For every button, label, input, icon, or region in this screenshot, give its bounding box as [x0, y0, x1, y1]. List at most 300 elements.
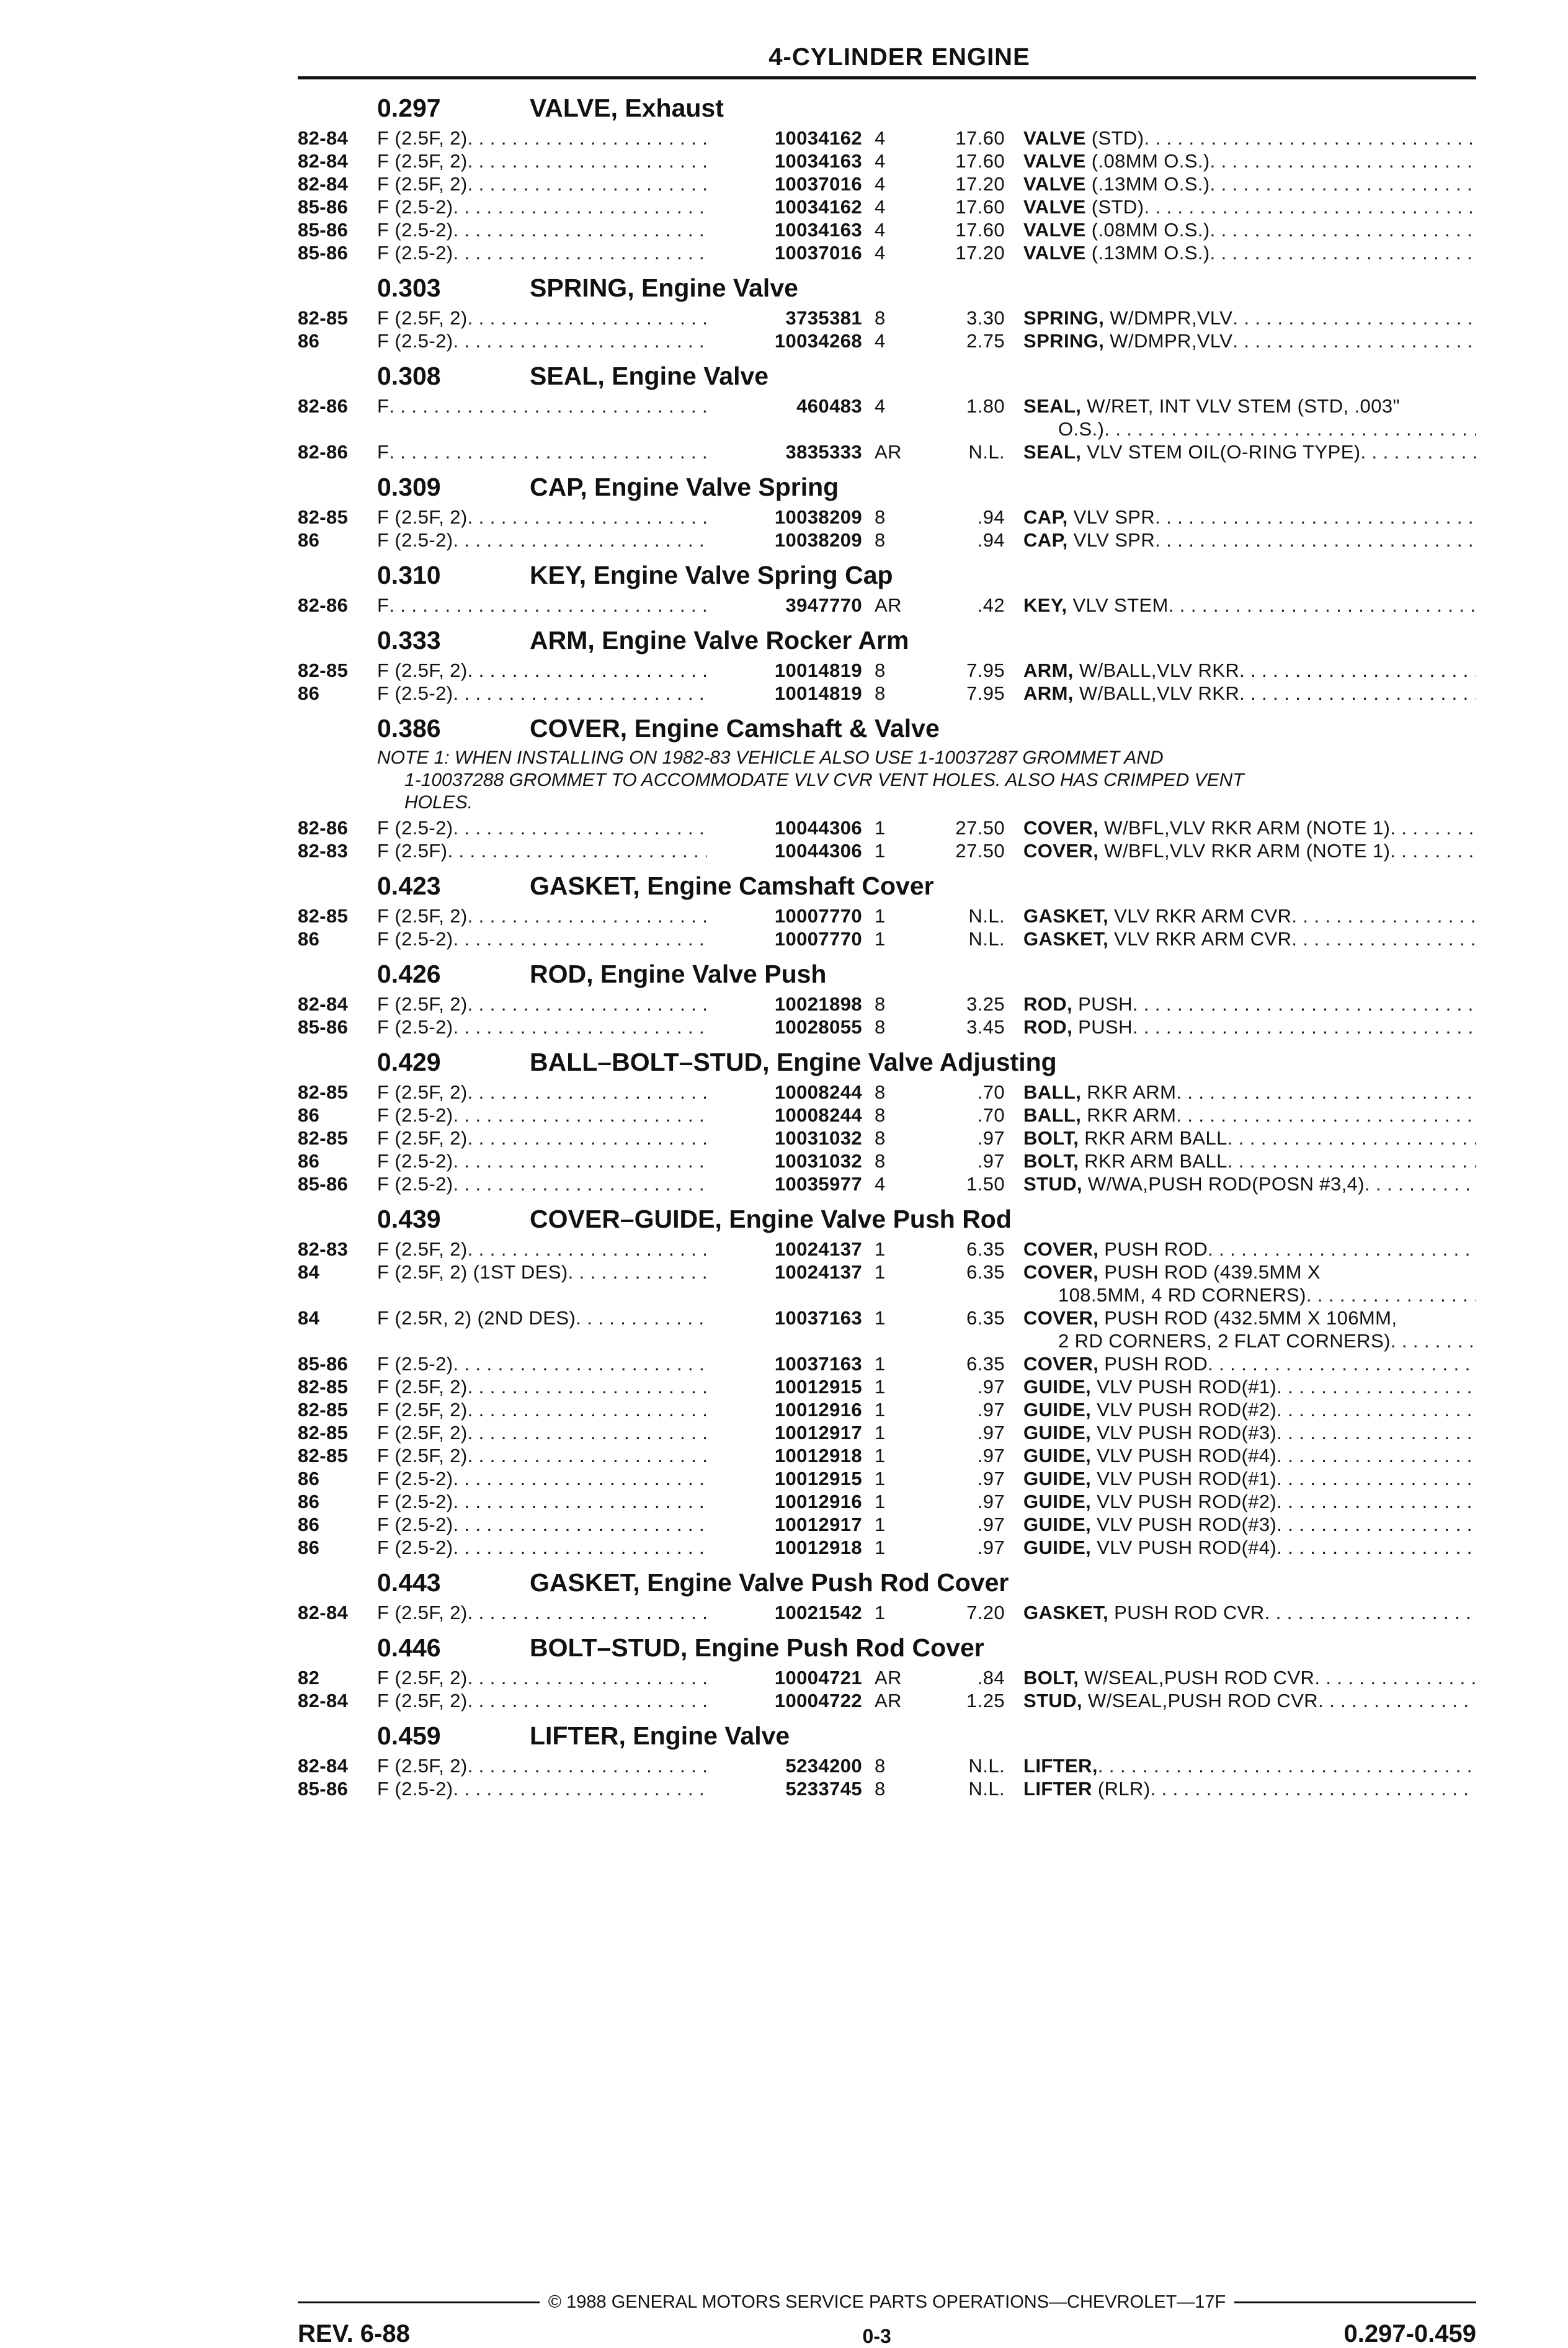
price: 17.20	[955, 242, 1005, 264]
part-number: 10004722	[774, 1690, 862, 1712]
section-header	[298, 1717, 1476, 1754]
model-years: 82-86	[298, 441, 349, 463]
description	[1023, 682, 1476, 705]
model-years: 86	[298, 1491, 320, 1512]
dot-leader	[1276, 1398, 1476, 1421]
part-number: 10012917	[774, 1422, 862, 1444]
dot-leader	[389, 594, 707, 617]
part-number: 460483	[796, 395, 862, 417]
description	[1023, 1444, 1476, 1467]
part-row	[298, 1777, 1476, 1800]
part-number: 3835333	[785, 441, 862, 463]
fitment	[377, 1444, 724, 1467]
note-line: NOTE 1: WHEN INSTALLING ON 1982-83 VEHICLE ALSO USE 1-10037287 GROMMET AND	[377, 748, 1164, 768]
description-keyword: BALL,	[1023, 1104, 1082, 1126]
description	[1023, 1421, 1476, 1444]
description-line	[1023, 506, 1476, 529]
description-text: RKR ARM BALL	[1079, 1150, 1227, 1172]
quantity: 1	[875, 905, 886, 927]
dot-leader	[568, 1261, 707, 1306]
description-keyword: GUIDE,	[1023, 1514, 1092, 1535]
part-number: 10012916	[774, 1399, 862, 1421]
quantity: 4	[875, 150, 886, 172]
fitment	[377, 1513, 724, 1536]
dot-leader	[1291, 904, 1476, 927]
model-years: 86	[298, 1104, 320, 1126]
description-line	[1023, 659, 1476, 682]
description-keyword: STUD,	[1023, 1690, 1082, 1712]
dot-leader	[1144, 127, 1476, 150]
description-keyword: COVER,	[1023, 1238, 1099, 1260]
price: 17.60	[955, 219, 1005, 241]
quantity: AR	[875, 441, 902, 463]
price: 17.20	[955, 173, 1005, 195]
dot-leader	[1169, 594, 1476, 617]
fitment	[377, 172, 724, 195]
model-years: 85-86	[298, 1173, 349, 1195]
description-text: (.13MM O.S.)	[1085, 173, 1210, 195]
description	[1023, 150, 1476, 172]
model-years: 82-85	[298, 1445, 349, 1466]
model-years: 82-85	[298, 1127, 349, 1149]
quantity: 8	[875, 1081, 886, 1103]
price: 27.50	[955, 817, 1005, 839]
quantity: 4	[875, 127, 886, 149]
price: .70	[977, 1104, 1005, 1126]
price: .97	[977, 1468, 1005, 1489]
dot-leader	[453, 195, 707, 218]
fitment	[377, 1536, 724, 1559]
model-years: 85-86	[298, 196, 349, 218]
part-row	[298, 1352, 1476, 1375]
fitment-text: F	[377, 441, 390, 463]
price: .94	[977, 529, 1005, 551]
part-row	[298, 1172, 1476, 1195]
section-number: 0.446	[377, 1633, 441, 1662]
price: .97	[977, 1491, 1005, 1512]
price: N.L.	[968, 441, 1005, 463]
model-years: 85-86	[298, 1016, 349, 1038]
description-keyword: GUIDE,	[1023, 1537, 1092, 1558]
description-keyword: COVER,	[1023, 1353, 1099, 1375]
part-number: 10044306	[774, 817, 862, 839]
description-line-continued	[1023, 1329, 1476, 1352]
fitment-text: F (2.5R, 2) (2ND DES)	[377, 1307, 576, 1329]
description-text-continued: 108.5MM, 4 RD CORNERS)	[1058, 1284, 1306, 1306]
price: 27.50	[955, 840, 1005, 862]
section-number: 0.308	[377, 362, 441, 390]
description	[1023, 816, 1476, 839]
description-line	[1023, 1149, 1476, 1172]
fitment	[377, 1601, 724, 1624]
section-header	[298, 1043, 1476, 1081]
description-text: W/WA,PUSH ROD(POSN #3,4)	[1082, 1173, 1365, 1195]
dot-leader	[468, 1754, 707, 1777]
fitment	[377, 594, 724, 617]
part-number: 10024137	[774, 1238, 862, 1260]
fitment	[377, 241, 724, 264]
quantity: 4	[875, 219, 886, 241]
part-number: 10034268	[774, 330, 862, 352]
description-line	[1023, 1375, 1476, 1398]
description-text: PUSH ROD (432.5MM X 106MM,	[1098, 1307, 1397, 1329]
description-line	[1023, 1104, 1476, 1127]
model-years: 86	[298, 529, 320, 551]
section-header	[298, 622, 1476, 659]
part-row	[298, 1754, 1476, 1777]
part-number: 10037016	[774, 173, 862, 195]
description	[1023, 529, 1476, 551]
dot-leader	[468, 1689, 707, 1712]
section-title: LIFTER, Engine Valve	[530, 1721, 790, 1750]
fitment	[377, 816, 724, 839]
catalog-section	[298, 1629, 1476, 1712]
description	[1023, 1352, 1476, 1375]
description-line	[1023, 1238, 1476, 1261]
dot-leader	[1144, 195, 1476, 218]
description-line	[1023, 1490, 1476, 1513]
description-line	[1023, 172, 1476, 195]
description	[1023, 241, 1476, 264]
part-row	[298, 150, 1476, 172]
dot-leader	[1276, 1513, 1476, 1536]
model-years: 82-85	[298, 506, 349, 528]
part-number: 10037016	[774, 242, 862, 264]
dot-leader	[1098, 1754, 1476, 1777]
dot-leader	[453, 816, 707, 839]
fitment-text: F (2.5F, 2)	[377, 1602, 468, 1623]
dot-leader	[453, 218, 707, 241]
part-number: 10024137	[774, 1261, 862, 1283]
description-line	[1023, 1513, 1476, 1536]
part-number: 10044306	[774, 840, 862, 862]
part-number: 10012915	[774, 1376, 862, 1398]
fitment-text: F (2.5F, 2)	[377, 993, 468, 1015]
description	[1023, 1104, 1476, 1127]
section-number: 0.439	[377, 1205, 441, 1233]
section-number: 0.333	[377, 626, 441, 654]
description-keyword: BOLT,	[1023, 1667, 1079, 1689]
part-row	[298, 993, 1476, 1016]
section-header	[298, 468, 1476, 506]
fitment-text: F (2.5F, 2)	[377, 127, 468, 149]
fitment	[377, 1016, 724, 1038]
section-note	[377, 747, 1476, 814]
quantity: 8	[875, 659, 886, 681]
description-line-continued	[1023, 1283, 1476, 1306]
description-keyword: VALVE	[1023, 173, 1086, 195]
price: .97	[977, 1514, 1005, 1535]
description	[1023, 594, 1476, 617]
dot-leader	[1210, 218, 1476, 241]
dot-leader	[453, 1777, 707, 1800]
quantity: 4	[875, 242, 886, 264]
dot-leader	[453, 1104, 707, 1127]
catalog-section	[298, 1200, 1476, 1559]
sections-list	[298, 89, 1476, 1800]
model-years: 86	[298, 1150, 320, 1172]
price: 3.30	[966, 307, 1005, 329]
part-row	[298, 241, 1476, 264]
model-years: 85-86	[298, 242, 349, 264]
description-keyword: GASKET,	[1023, 1602, 1109, 1623]
section-title: ROD, Engine Valve Push	[530, 960, 827, 988]
part-number: 10034163	[774, 219, 862, 241]
section-number: 0.423	[377, 872, 441, 900]
quantity: 1	[875, 840, 886, 862]
section-title: VALVE, Exhaust	[530, 94, 724, 122]
price: .42	[977, 594, 1005, 616]
description	[1023, 1689, 1476, 1712]
description-keyword: GUIDE,	[1023, 1376, 1092, 1398]
fitment-text: F (2.5F, 2)	[377, 1376, 468, 1398]
section-title: ARM, Engine Valve Rocker Arm	[530, 626, 909, 654]
description-text: PUSH ROD	[1098, 1238, 1208, 1260]
dot-leader	[1365, 1172, 1476, 1195]
description-text: (STD)	[1085, 127, 1144, 149]
description-keyword: GASKET,	[1023, 928, 1109, 950]
quantity: 1	[875, 1468, 886, 1489]
quantity: 1	[875, 1537, 886, 1558]
model-years: 86	[298, 1514, 320, 1535]
quantity: 8	[875, 1016, 886, 1038]
dot-leader	[1265, 1601, 1476, 1624]
dot-leader	[1314, 1666, 1476, 1689]
dot-leader	[1133, 1016, 1476, 1038]
dot-leader	[1276, 1421, 1476, 1444]
description	[1023, 1149, 1476, 1172]
quantity: AR	[875, 1667, 902, 1689]
catalog-section	[298, 710, 1476, 862]
part-row	[298, 1421, 1476, 1444]
section-header	[298, 89, 1476, 127]
description-keyword: COVER,	[1023, 1307, 1099, 1329]
fitment-text: F (2.5F, 2)	[377, 1755, 468, 1777]
description-line	[1023, 1016, 1476, 1038]
description-line	[1023, 1261, 1476, 1283]
part-number: 10035977	[774, 1173, 862, 1195]
dot-leader	[468, 1081, 707, 1104]
quantity: 8	[875, 506, 886, 528]
fitment	[377, 440, 724, 463]
copyright-text: © 1988 GENERAL MOTORS SERVICE PARTS OPERATIONS—CHEVROLET—17F	[548, 2292, 1226, 2312]
fitment-text: F (2.5F, 2)	[377, 173, 468, 195]
description-line	[1023, 1081, 1476, 1104]
quantity: 4	[875, 1173, 886, 1195]
fitment	[377, 1238, 724, 1261]
part-number: 10012916	[774, 1491, 862, 1512]
description-line	[1023, 195, 1476, 218]
price: 17.60	[955, 196, 1005, 218]
part-number: 10012915	[774, 1468, 862, 1489]
dot-leader	[447, 839, 707, 862]
part-number: 10034162	[774, 196, 862, 218]
quantity: AR	[875, 594, 902, 616]
fitment	[377, 1467, 724, 1490]
part-row	[298, 1467, 1476, 1490]
model-years: 82-84	[298, 1755, 349, 1777]
fitment-text: F (2.5F, 2) (1ST DES)	[377, 1261, 568, 1283]
catalog-section	[298, 89, 1476, 264]
description-line	[1023, 1754, 1476, 1777]
section-number: 0.429	[377, 1048, 441, 1076]
dot-leader	[453, 927, 707, 950]
fitment-text: F (2.5F, 2)	[377, 1081, 468, 1103]
description-text: PUSH ROD	[1098, 1353, 1208, 1375]
description-text: VLV PUSH ROD(#1)	[1091, 1376, 1277, 1398]
quantity: 8	[875, 1755, 886, 1777]
description-keyword: VALVE	[1023, 196, 1086, 218]
fitment-text: F (2.5F, 2)	[377, 1445, 468, 1466]
description	[1023, 172, 1476, 195]
note-line: 1-10037288 GROMMET TO ACCOMMODATE VLV CVR VENT HOLES. ALSO HAS CRIMPED VENT	[404, 770, 1244, 790]
price: 7.20	[966, 1602, 1005, 1623]
description-keyword: SEAL,	[1023, 441, 1082, 463]
part-number: 10031032	[774, 1127, 862, 1149]
description-text: W/DMPR,VLV	[1104, 330, 1233, 352]
fitment-text: F (2.5-2)	[377, 1150, 453, 1172]
fitment-text: F (2.5F)	[377, 840, 448, 862]
page-number: 0-3	[862, 2325, 891, 2347]
catalog-section	[298, 1564, 1476, 1624]
fitment	[377, 529, 724, 551]
dot-leader	[1276, 1444, 1476, 1467]
part-row	[298, 195, 1476, 218]
part-number: 10021898	[774, 993, 862, 1015]
fitment	[377, 904, 724, 927]
dot-leader	[468, 127, 707, 150]
description	[1023, 195, 1476, 218]
part-number: 10014819	[774, 682, 862, 704]
description-line	[1023, 1127, 1476, 1149]
quantity: 4	[875, 173, 886, 195]
quantity: 1	[875, 1602, 886, 1623]
description-text: W/DMPR,VLV	[1104, 307, 1233, 329]
description-keyword: VALVE	[1023, 150, 1086, 172]
dot-leader	[1176, 1081, 1476, 1104]
model-years: 85-86	[298, 219, 349, 241]
description-keyword: VALVE	[1023, 242, 1086, 264]
model-years: 82-84	[298, 127, 349, 149]
part-row	[298, 127, 1476, 150]
price: 7.95	[966, 682, 1005, 704]
fitment	[377, 329, 724, 352]
description-keyword: LIFTER	[1023, 1778, 1092, 1800]
quantity: 1	[875, 1445, 886, 1466]
model-years: 85-86	[298, 1353, 349, 1375]
quantity: 8	[875, 307, 886, 329]
part-number: 5233745	[785, 1778, 862, 1800]
dot-leader	[453, 329, 707, 352]
fitment	[377, 306, 724, 329]
description-keyword: BALL,	[1023, 1081, 1082, 1103]
quantity: 1	[875, 1514, 886, 1535]
description-text: W/BFL,VLV RKR ARM (NOTE 1)	[1098, 840, 1391, 862]
dot-leader	[468, 506, 707, 529]
price: .84	[977, 1667, 1005, 1689]
description-text: VLV SPR	[1067, 506, 1156, 528]
section-title: KEY, Engine Valve Spring Cap	[530, 561, 893, 589]
part-number: 10031032	[774, 1150, 862, 1172]
description-keyword: STUD,	[1023, 1173, 1082, 1195]
description-line	[1023, 440, 1476, 463]
description-keyword: COVER,	[1023, 1261, 1099, 1283]
dot-leader	[1227, 1127, 1476, 1149]
model-years: 86	[298, 1468, 320, 1489]
section-number: 0.459	[377, 1721, 441, 1750]
quantity: 4	[875, 395, 886, 417]
fitment	[377, 195, 724, 218]
fitment-text: F (2.5-2)	[377, 1104, 453, 1126]
fitment	[377, 1352, 724, 1375]
model-years: 82-86	[298, 817, 349, 839]
price: .97	[977, 1127, 1005, 1149]
dot-leader	[453, 241, 707, 264]
description-text: VLV PUSH ROD(#3)	[1091, 1422, 1277, 1444]
fitment	[377, 659, 724, 682]
copyright-row	[298, 2292, 1476, 2313]
description-line	[1023, 218, 1476, 241]
dot-leader	[389, 395, 707, 440]
dot-leader	[1391, 1329, 1476, 1352]
fitment-text: F (2.5F, 2)	[377, 307, 468, 329]
dot-leader	[1104, 417, 1476, 440]
description-line	[1023, 594, 1476, 617]
dot-leader	[453, 1490, 707, 1513]
description-keyword: BOLT,	[1023, 1150, 1079, 1172]
section-header	[298, 1629, 1476, 1666]
part-row	[298, 172, 1476, 195]
section-header	[298, 269, 1476, 306]
dot-leader	[468, 1601, 707, 1624]
description-line	[1023, 1421, 1476, 1444]
description-line	[1023, 1601, 1476, 1624]
model-years: 86	[298, 1537, 320, 1558]
catalog-section	[298, 357, 1476, 463]
part-row	[298, 816, 1476, 839]
part-row	[298, 1238, 1476, 1261]
dot-leader	[1291, 927, 1476, 950]
description-keyword: GASKET,	[1023, 905, 1109, 927]
model-years: 82-84	[298, 993, 349, 1015]
dot-leader	[453, 1467, 707, 1490]
description-text: VLV PUSH ROD(#1)	[1091, 1468, 1277, 1489]
part-row	[298, 1081, 1476, 1104]
part-row	[298, 594, 1476, 617]
description-line-continued	[1023, 417, 1476, 440]
dot-leader	[1276, 1467, 1476, 1490]
dot-leader	[1306, 1283, 1476, 1306]
description-text: VLV RKR ARM CVR	[1108, 905, 1292, 927]
model-years: 86	[298, 330, 320, 352]
description-text: PUSH ROD CVR	[1108, 1602, 1265, 1623]
price: 1.25	[966, 1690, 1005, 1712]
description-keyword: ARM,	[1023, 659, 1074, 681]
model-years: 82-85	[298, 1399, 349, 1421]
model-years: 82-83	[298, 1238, 349, 1260]
description-text: VLV SPR	[1067, 529, 1156, 551]
description-text: PUSH	[1072, 993, 1133, 1015]
section-number: 0.303	[377, 274, 441, 302]
dot-leader	[453, 1536, 707, 1559]
fitment-text: F (2.5F, 2)	[377, 659, 468, 681]
part-number: 10008244	[774, 1081, 862, 1103]
description-text: W/SEAL,PUSH ROD CVR	[1079, 1667, 1315, 1689]
dot-leader	[1318, 1689, 1476, 1712]
model-years: 82-84	[298, 150, 349, 172]
price: 3.25	[966, 993, 1005, 1015]
part-row	[298, 1398, 1476, 1421]
